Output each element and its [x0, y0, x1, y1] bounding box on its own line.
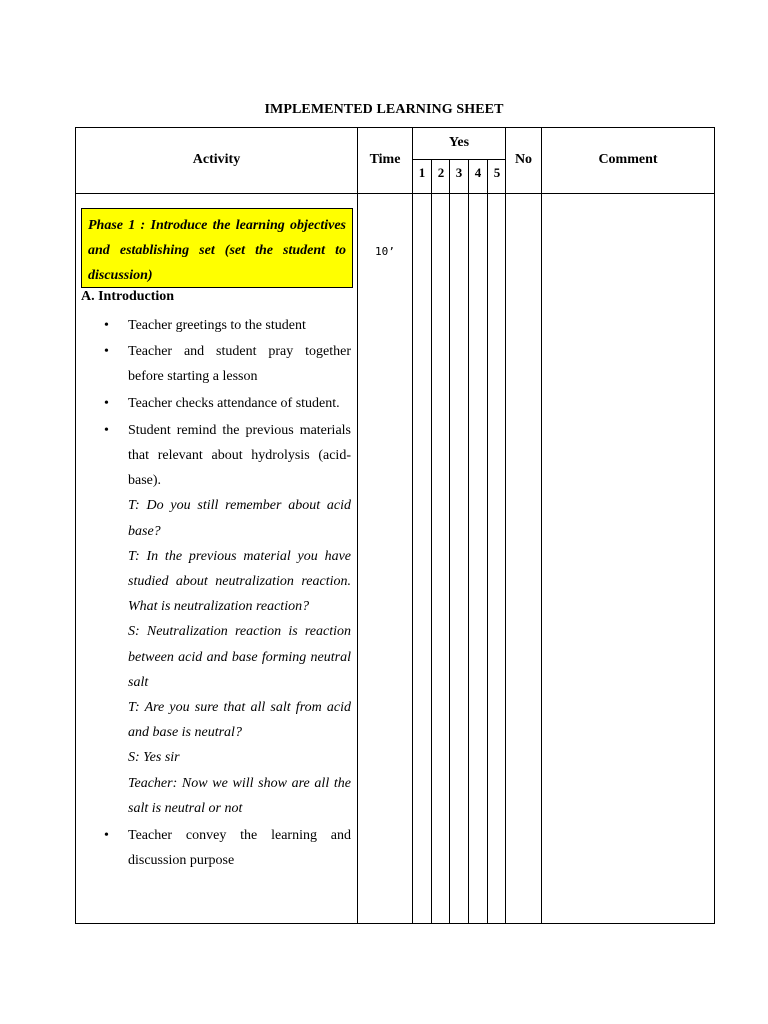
col-line-scale-2	[449, 159, 450, 924]
activity-list	[128, 311, 351, 873]
time-value: 10’	[375, 245, 395, 258]
dialogue-line: S: Yes sir	[128, 750, 180, 766]
col-line-scale-3	[468, 159, 469, 924]
header-scale-5: 5	[493, 165, 501, 180]
dialogue-line: Teacher: Now we will show are all the salt is neutral or not	[128, 775, 351, 816]
dialogue-line: S: Neutralization reaction is reaction between acid and base forming neutral salt	[128, 624, 351, 690]
table-border-left	[75, 127, 76, 924]
col-line-activity-time	[357, 127, 358, 924]
col-line-time-yes	[412, 127, 413, 924]
dialogue-line: T: Are you sure that all salt from acid and base is neutral?	[128, 700, 351, 741]
col-line-no-comment	[541, 127, 542, 924]
header-yes: Yes	[448, 135, 470, 150]
table-border-bottom	[75, 923, 715, 924]
list-item: • Teacher convey the learning and discussion purpose	[128, 823, 351, 873]
col-line-scale-1	[431, 159, 432, 924]
table-border-right	[714, 127, 715, 924]
dialogue-line: T: In the previous material you have studied about neutralization reaction. What is neutralization reaction?	[128, 548, 351, 615]
header-time: Time	[369, 152, 401, 167]
header-scale-2: 2	[437, 165, 445, 180]
header-scale-4: 4	[474, 165, 482, 180]
header-comment: Comment	[598, 152, 658, 167]
phase-1-box: Phase 1 : Introduce the learning objectives and establishing set (set the student to discussion)	[81, 208, 353, 288]
col-line-scale-4	[487, 159, 488, 924]
yes-subheader-divider	[412, 159, 505, 160]
dialogue-line: T: Do you still remember about acid base?	[128, 498, 351, 539]
header-scale-1: 1	[418, 165, 426, 180]
header-divider	[75, 193, 715, 194]
table-border-top	[75, 127, 715, 128]
list-item: • Teacher and student pray together before starting a lesson	[128, 339, 351, 389]
list-item: • Teacher greetings to the student	[128, 313, 351, 338]
sheet-title: IMPLEMENTED LEARNING SHEET	[264, 102, 504, 117]
list-item: • Student remind the previous materials that relevant about hydrolysis (acid- base).	[128, 418, 351, 494]
section-a-heading: A. Introduction	[81, 289, 175, 304]
header-no: No	[514, 152, 533, 167]
col-line-yes-no	[505, 127, 506, 924]
header-activity: Activity	[192, 152, 241, 167]
list-item: • Teacher checks attendance of student.	[128, 391, 351, 416]
header-scale-3: 3	[455, 165, 463, 180]
